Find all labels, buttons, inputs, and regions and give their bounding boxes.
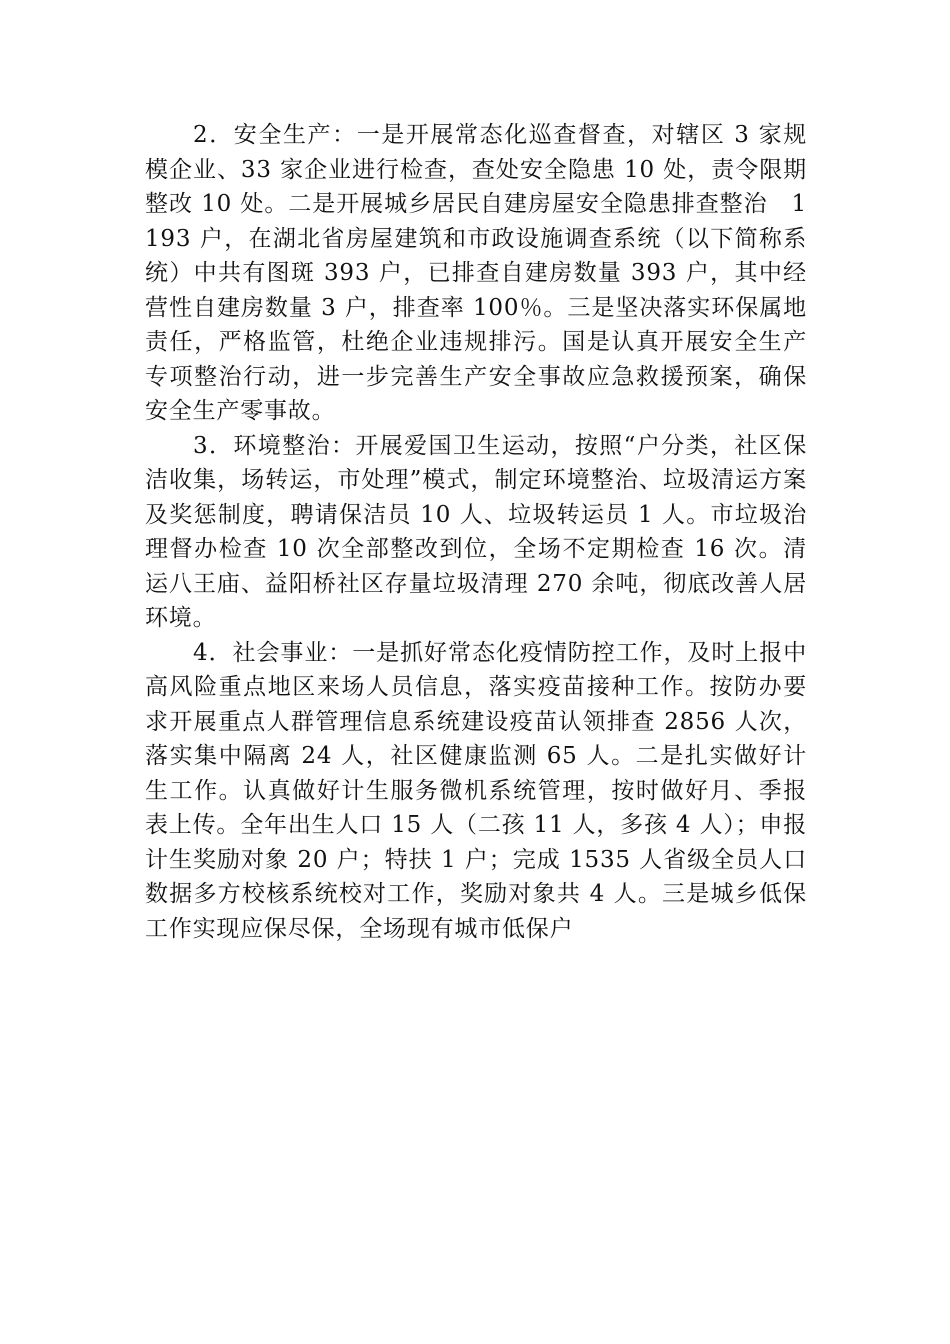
document-body	[145, 118, 807, 946]
paragraph-environment-renovation: 3．环境整治：开展爱国卫生运动，按照“户分类，社区保洁收集，场转运，市处理”模式，制定环境整治、垃圾清运方案及奖惩制度，聘请保洁员 10 人、垃圾转运员 1 人。市垃圾治理督办检查 10 次全部整改到位，全场不定期检查 16 次。清运八王庙、益阳桥社区存量垃圾清理 270 余吨，彻底改善人居环境。	[145, 432, 807, 631]
paragraph-safety-production: 2．安全生产：一是开展常态化巡查督查，对辖区 3 家规模企业、33 家企业进行检查，查处安全隐患 10 处，责令限期整改 10 处。二是开展城乡居民自建房屋安全隐患排查整治 1193 户，在湖北省房屋建筑和市政设施调查系统（以下简称系统）中共有图斑 393 户，已排查自建房数量 393 户，其中经营性自建房数量 3 户，排查率 100％。三是坚决落实环保属地责任，严格监管，杜绝企业违规排污。国是认真开展安全生产专项整治行动，进一步完善生产安全事故应急救援预案，确保安全生产零事故。	[145, 122, 807, 424]
paragraph-social-affairs: 4．社会事业：一是抓好常态化疫情防控工作，及时上报中高风险重点地区来场人员信息，落实疫苗接种工作。按防办要求开展重点人群管理信息系统建设疫苗认领排查 2856 人次，落实集中隔离 24 人，社区健康监测 65 人。二是扎实做好计生工作。认真做好计生服务微机系统管理，按时做好月、季报表上传。全年出生人口 15 人（二孩 11 人，多孩 4 人）；申报计生奖励对象 20 户；特扶 1 户；完成 1535 人省级全员人口数据多方校核系统校对工作，奖励对象共 4 人。三是城乡低保工作实现应保尽保，全场现有城市低保户	[145, 639, 807, 942]
